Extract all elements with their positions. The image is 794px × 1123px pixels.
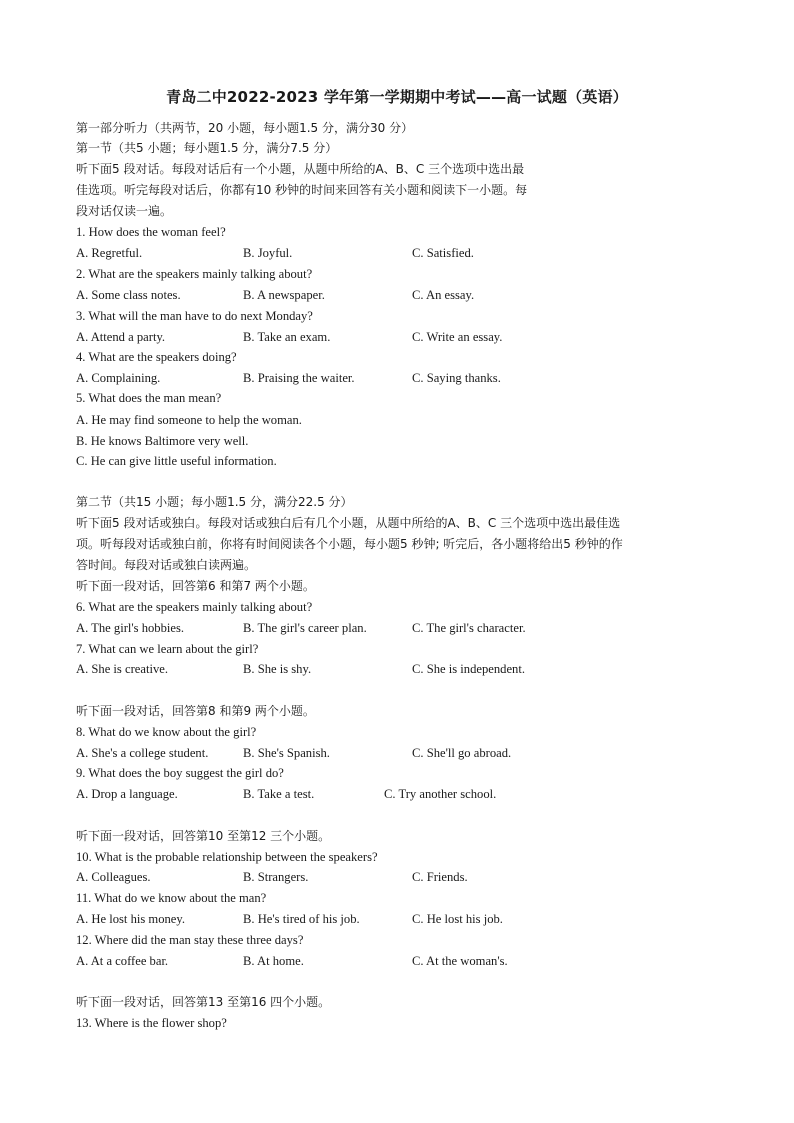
part1-heading: 第一部分听力（共两节，20 小题，每小题1.5 分，满分30 分） xyxy=(76,121,414,135)
option-c: C. Satisfied. xyxy=(412,246,474,260)
options-row xyxy=(76,370,726,386)
option-a: A. Colleagues. xyxy=(76,870,151,884)
option-a: A. He may find someone to help the woman. xyxy=(76,413,302,427)
option-b: B. He knows Baltimore very well. xyxy=(76,434,249,448)
option-a: A. Attend a party. xyxy=(76,330,166,344)
option-c: C. An essay. xyxy=(412,288,475,302)
option-c: C. The girl's character. xyxy=(412,621,526,635)
question-stem: 3. What will the man have to do next Monday? xyxy=(76,309,313,323)
question-stem: 6. What are the speakers mainly talking about? xyxy=(76,600,313,614)
option-a: A. He lost his money. xyxy=(76,912,186,926)
option-c: C. She is independent. xyxy=(412,662,525,676)
dialogue-intro: 听下面一段对话，回答第8 和第9 两个小题。 xyxy=(76,704,315,718)
section2-instruction-line: 项。听每段对话或独白前，你将有时间阅读各个小题，每小题5 秒钟; 听完后，各小题将给出5 秒钟的作 xyxy=(76,537,623,551)
option-a: A. She is creative. xyxy=(76,662,168,676)
option-c: C. At the woman's. xyxy=(412,954,508,968)
section1-instruction-line: 佳选项。听完每段对话后，你都有10 秒钟的时间来回答有关小题和阅读下一小题。每 xyxy=(76,183,528,197)
question-stem: 11. What do we know about the man? xyxy=(76,891,267,905)
options-row xyxy=(76,620,726,636)
option-c: C. He can give little useful information. xyxy=(76,454,277,468)
dialogue-intro: 听下面一段对话，回答第10 至第12 三个小题。 xyxy=(76,829,331,843)
option-a: A. Regretful. xyxy=(76,246,143,260)
option-a: A. Complaining. xyxy=(76,371,161,385)
option-b: B. Take a test. xyxy=(243,787,315,801)
section1-instruction-line: 听下面5 段对话。每段对话后有一个小题，从题中所给的A、B、C 三个选项中选出最 xyxy=(76,162,525,176)
option-b: B. She is shy. xyxy=(243,662,312,676)
question-stem: 4. What are the speakers doing? xyxy=(76,350,237,364)
options-row xyxy=(76,786,726,802)
option-b: B. He's tired of his job. xyxy=(243,912,360,926)
option-c: C. Friends. xyxy=(412,870,468,884)
option-c: C. Try another school. xyxy=(384,787,497,801)
option-c: C. Saying thanks. xyxy=(412,371,501,385)
option-a: A. The girl's hobbies. xyxy=(76,621,185,635)
exam-title: 青岛二中2022-2023 学年第一学期期中考试——高一试题（英语） xyxy=(166,88,628,106)
question-stem: 12. Where did the man stay these three days? xyxy=(76,933,304,947)
option-b: B. Praising the waiter. xyxy=(243,371,355,385)
option-b: B. Joyful. xyxy=(243,246,293,260)
section2-heading: 第二节（共15 小题；每小题1.5 分，满分22.5 分） xyxy=(76,495,353,509)
options-row xyxy=(76,911,726,927)
options-row xyxy=(76,953,726,969)
question-stem: 9. What does the boy suggest the girl do? xyxy=(76,766,284,780)
section2-instruction-line: 答时间。每段对话或独白读两遍。 xyxy=(76,558,257,572)
question-stem: 8. What do we know about the girl? xyxy=(76,725,257,739)
option-b: B. At home. xyxy=(243,954,304,968)
question-stem: 13. Where is the flower shop? xyxy=(76,1016,227,1030)
option-c: C. She'll go abroad. xyxy=(412,746,512,760)
section1-instruction-line: 段对话仅读一遍。 xyxy=(76,204,173,218)
option-b: B. Strangers. xyxy=(243,870,309,884)
options-row xyxy=(76,661,726,677)
dialogue-intro: 听下面一段对话，回答第13 至第16 四个小题。 xyxy=(76,995,331,1009)
question-stem: 10. What is the probable relationship between the speakers? xyxy=(76,850,378,864)
question-stem: 7. What can we learn about the girl? xyxy=(76,642,259,656)
options-row xyxy=(76,869,726,885)
option-b: B. Take an exam. xyxy=(243,330,331,344)
section2-instruction-line: 听下面5 段对话或独白。每段对话或独白后有几个小题，从题中所给的A、B、C 三个选项中选出最佳选 xyxy=(76,516,621,530)
options-row xyxy=(76,245,726,261)
option-b: B. She's Spanish. xyxy=(243,746,330,760)
option-a: A. Drop a language. xyxy=(76,787,178,801)
option-c: C. Write an essay. xyxy=(412,330,503,344)
dialogue-intro: 听下面一段对话，回答第6 和第7 两个小题。 xyxy=(76,579,315,593)
options-row xyxy=(76,745,726,761)
options-row xyxy=(76,287,726,303)
question-stem: 2. What are the speakers mainly talking about? xyxy=(76,267,313,281)
section1-heading: 第一节（共5 小题；每小题1.5 分，满分7.5 分） xyxy=(76,141,338,155)
question-stem: 1. How does the woman feel? xyxy=(76,225,226,239)
option-a: A. At a coffee bar. xyxy=(76,954,169,968)
option-b: B. A newspaper. xyxy=(243,288,325,302)
option-b: B. The girl's career plan. xyxy=(243,621,367,635)
option-a: A. Some class notes. xyxy=(76,288,181,302)
options-row xyxy=(76,329,726,345)
option-c: C. He lost his job. xyxy=(412,912,503,926)
question-stem: 5. What does the man mean? xyxy=(76,391,222,405)
option-a: A. She's a college student. xyxy=(76,746,209,760)
